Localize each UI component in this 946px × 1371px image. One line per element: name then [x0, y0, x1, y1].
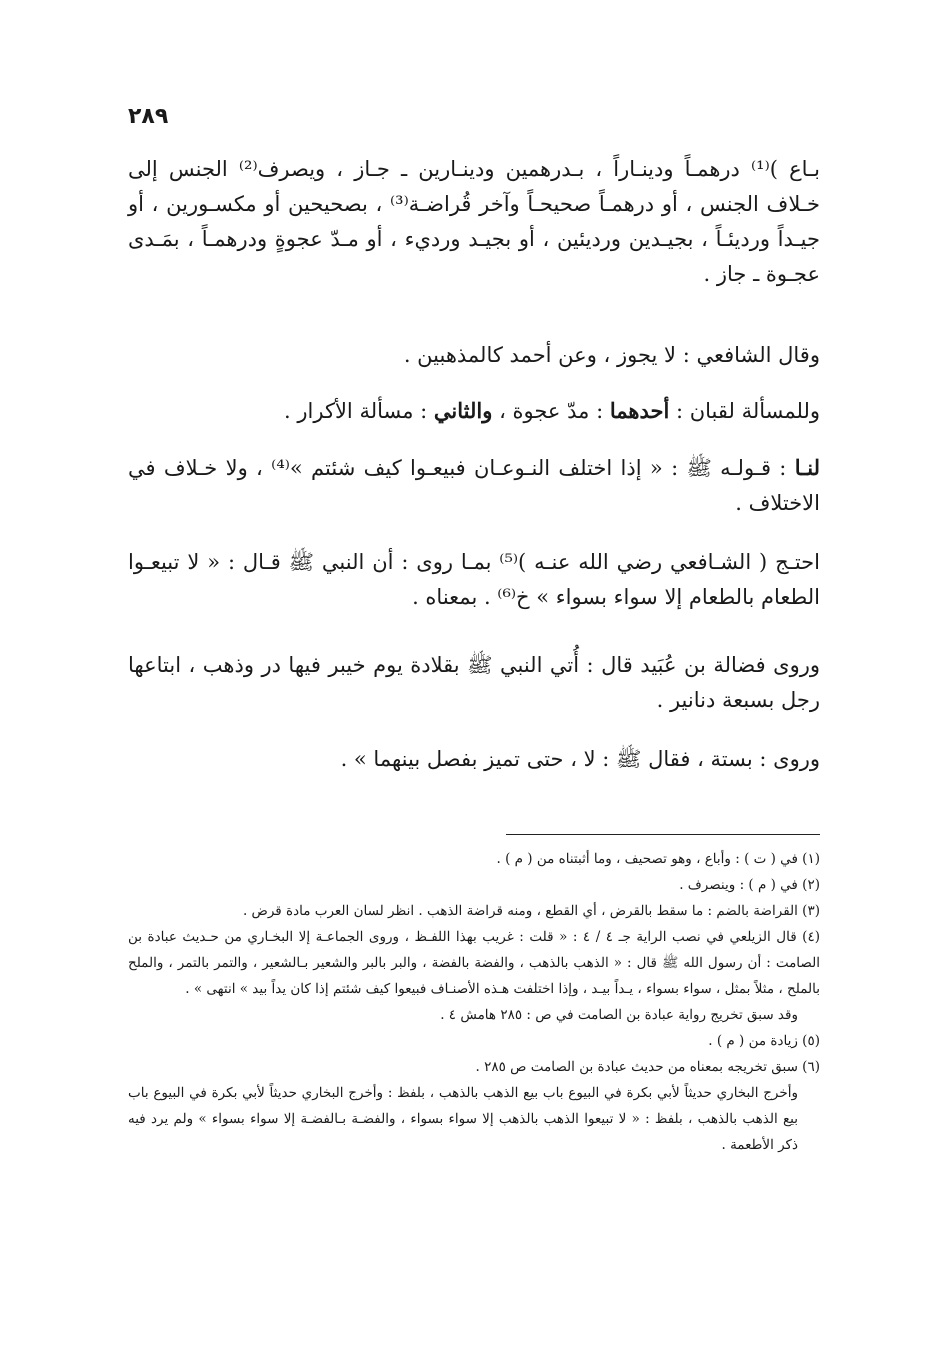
- footnote-6: (٦) سبق تخريجه بمعناه من حديث عبادة بن الصامت ص ٢٨٥ .: [475, 1059, 820, 1075]
- p4-rest: : قـولـه ﷺ : « إذا اختلف النـوعـان فبيعـوا كيف شئتم »⁽⁴⁾ ، ولا خـلاف في الاختلاف .: [128, 456, 820, 515]
- footnote-6-continuation: وأخرج البخاري حديثاً لأبي بكرة في البيوع باب بيع الذهب بالذهب ، بلفظ : وأخرج البخاري حديثاً لأبي بكرة في البيوع باب بيع الذهب بالذهب ، بلفظ : « لا تبيعوا الذهب بالذهب إلا سواء بسواء ، والفضـة بـالفضـة إلا سواء بسواء » ولم يرد فيه ذكر الأطعمة .: [128, 1085, 798, 1153]
- paragraph-7-text: وروى : بستة ، فقال ﷺ : لا ، حتى تميز بفصل بينهما » .: [340, 747, 820, 771]
- footnote-4: (٤) قال الزيلعي في نصب الراية جـ ٤ / ٤ : « قلت : غريب بهذا اللفـظ ، وروى الجماعـة إلا البخـاري من حـديث عبادة بن الصامت : أن رسول الله ﷺ قال : « الذهب بالذهب ، والفضة بالفضة ، والبر بالبر والشعير بـالشعير ، والتمر بالتمر ، والملح بالملح ، مثلاً بمثل ، سواء بسواء ، يـداً بيـد ، وإذا اختلفت هـذه الأصنـاف فبيعوا كيف شئتم إذا كان يداً بيد » انتهى » .: [128, 929, 820, 997]
- paragraph-4-text: [128, 450, 820, 521]
- paragraph-1-text: بـاع )⁽¹⁾ درهمـاً ودينـاراً ، بـدرهمين ودينـارين ـ جـاز ، ويصرف⁽²⁾ الجنس إلى خـلاف الجنس ، أو درهمـاً صحيحـاً وآخر قُراضـة⁽³⁾ ، بصحيحين أو مكسـورين ، أو جيـداً ورديئـاً ، بجيـدين ورديئين ، أو بجيـد ورديء ، أو مـدّ عجوةٍ ودرهمـاً ، بمَـدى عجـوة ـ جاز .: [128, 157, 820, 286]
- paragraph-5-text: احتـج ( الشـافعي رضي الله عنـه )⁽⁵⁾ بمـا روى : أن النبي ﷺ قـال : « لا تبيعـوا الطعام بالطعام إلا سواء بسواء » خ⁽⁶⁾ . بمعناه .: [128, 550, 820, 609]
- paragraph-2: [128, 338, 820, 373]
- footnote-4-continuation: وقد سبق تخريج رواية عبادة بن الصامت في ص : ٢٨٥ هامش ٤ .: [440, 1007, 798, 1023]
- paragraph-3: [128, 393, 820, 429]
- footnotes: [128, 846, 820, 1158]
- footnote-3: (٣) القراضة بالضم : ما سقط بالقرض ، أي القطع ، ومنه قراضة الذهب . انظر لسان العرب مادة قرض .: [242, 903, 820, 919]
- paragraph-6: [128, 648, 820, 718]
- paragraph-1: [128, 152, 820, 292]
- paragraph-2-text: وقال الشافعي : لا يجوز ، وعن أحمد كالمذهبين .: [403, 343, 820, 367]
- footnote-1: (١) في ( ت ) : وأباع ، وهو تصحيف ، وما أثبتناه من ( م ) .: [496, 851, 820, 867]
- page-number: ٢٨٩: [128, 104, 169, 129]
- p3-second-label: والثاني: [433, 398, 493, 423]
- p3-part-c: : مدّ عجوة ،: [492, 399, 610, 423]
- paragraph-5: [128, 545, 820, 615]
- paragraph-6-text: وروى فضالة بن عُبَيد قال : أُتي النبي ﷺ بقلادة يوم خيبر فيها در وذهب ، ابتاعها رجل بسبعة دنانير .: [128, 653, 820, 712]
- p3-part-a: وللمسألة لقبان :: [669, 399, 820, 423]
- paragraph-4: [128, 450, 820, 521]
- footnote-2: (٢) في ( م ) : وينصرف .: [679, 877, 820, 893]
- paragraph-7: [128, 742, 820, 777]
- p3-first-label: أحدهما: [609, 398, 670, 423]
- footnote-separator: [506, 834, 820, 835]
- paragraph-3-text: [128, 393, 820, 429]
- p4-lead: لنـا: [794, 455, 821, 480]
- p3-part-e: : مسألة الأكرار .: [284, 399, 434, 423]
- footnote-5: (٥) زيادة من ( م ) .: [708, 1033, 820, 1049]
